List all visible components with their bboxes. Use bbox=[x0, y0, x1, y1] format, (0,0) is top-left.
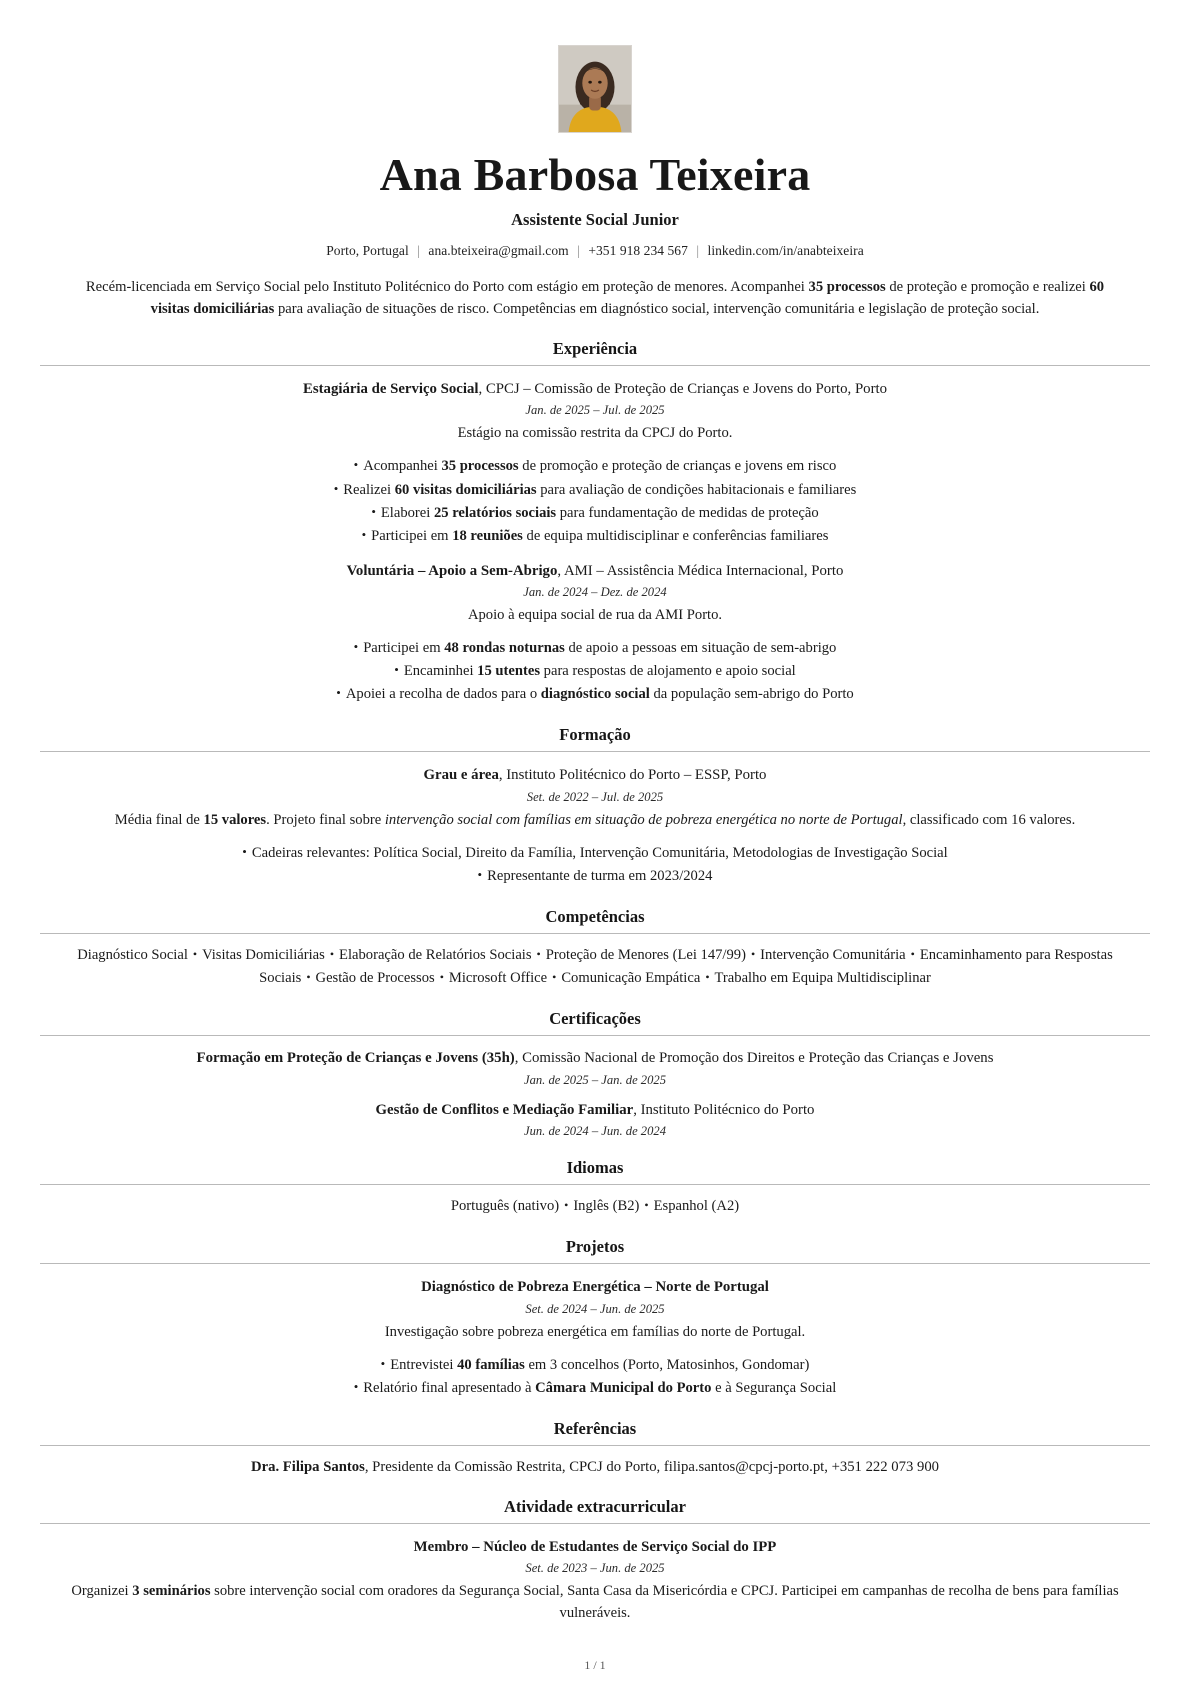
text-run: Participei em bbox=[363, 640, 445, 657]
bullet-item bbox=[40, 1354, 1150, 1377]
text-run: Cadeiras relevantes: Política Social, Direito da Família, Intervenção Comunitária, Metodologias de Investigação Social bbox=[251, 845, 948, 862]
entry-dates: Jun. de 2024 – Jun. de 2024 bbox=[524, 1124, 666, 1139]
entry-role: Voluntária – Apoio a Sem-Abrigo bbox=[346, 562, 558, 579]
languages-list bbox=[66, 1195, 1124, 1218]
contact-email[interactable]: ana.bteixeira@gmail.com bbox=[428, 242, 569, 258]
text-run: 15 utentes bbox=[477, 663, 541, 680]
section-divider bbox=[40, 1184, 1150, 1185]
entry-dates: Set. de 2024 – Jun. de 2025 bbox=[525, 1301, 665, 1316]
entry-org: , Instituto Politécnico do Porto bbox=[633, 1101, 815, 1118]
contact-separator: | bbox=[417, 242, 420, 258]
skill-item: Trabalho em Equipa Multidisciplinar bbox=[714, 970, 931, 987]
text-run: de proteção e promoção e realizei bbox=[885, 278, 1090, 295]
text-run: para avaliação de condições habitacionais e familiares bbox=[536, 481, 857, 498]
reference-details: , Presidente da Comissão Restrita, CPCJ do Porto, filipa.santos@cpcj-porto.pt, +351 222 073 900 bbox=[364, 1458, 940, 1475]
text-run: , classificado com 16 valores. bbox=[902, 811, 1076, 828]
text-run: 3 seminários bbox=[132, 1583, 211, 1600]
section-title-skills: Competências bbox=[545, 907, 645, 927]
entry-description bbox=[40, 810, 1150, 831]
skill-item: Comunicação Empática bbox=[561, 970, 701, 987]
text-run: Entrevistei bbox=[390, 1356, 458, 1373]
text-run: 35 processos bbox=[808, 278, 886, 295]
text-run: Acompanhei bbox=[363, 458, 442, 475]
text-run: Média final de bbox=[114, 811, 204, 828]
skill-item: Diagnóstico Social bbox=[77, 947, 188, 964]
job-title: Assistente Social Junior bbox=[511, 209, 679, 229]
education-entry bbox=[40, 765, 1150, 888]
text-run: de promoção e proteção de crianças e jovens em risco bbox=[518, 458, 837, 475]
section-extracurricular bbox=[40, 1497, 1150, 1624]
project-name: Diagnóstico de Pobreza Energética – Norte de Portugal bbox=[421, 1279, 769, 1296]
bullet-list-experience bbox=[40, 637, 1150, 706]
skills-list bbox=[66, 944, 1124, 990]
bullet-separator-icon: • bbox=[705, 969, 710, 984]
text-run: . Projeto final sobre bbox=[266, 811, 385, 828]
skill-item: Gestão de Processos bbox=[315, 970, 435, 987]
contact-separator: | bbox=[696, 242, 700, 258]
section-projects bbox=[40, 1237, 1150, 1400]
entry-role: Gestão de Conflitos e Mediação Familiar bbox=[375, 1101, 634, 1118]
section-references bbox=[40, 1419, 1150, 1478]
text-run: sobre intervenção social com oradores da Segurança Social, Santa Casa da Misericórdia e CPCJ. Participei em campanhas de recolha de bens para famílias vulneráveis. bbox=[210, 1583, 1119, 1621]
section-experience bbox=[40, 339, 1150, 707]
skill-item: Proteção de Menores (Lei 147/99) bbox=[545, 947, 746, 964]
text-run: para avaliação de situações de risco. Competências em diagnóstico social, intervenção comunitária e legislação de proteção social. bbox=[274, 300, 1040, 317]
bullet-item bbox=[40, 865, 1150, 888]
entry-description: Apoio à equipa social de rua da AMI Porto. bbox=[467, 607, 723, 624]
entry-title bbox=[40, 1100, 1150, 1121]
section-title-education: Formação bbox=[559, 725, 631, 745]
text-run: 48 rondas noturnas bbox=[444, 640, 565, 657]
entry-description: Estágio na comissão restrita da CPCJ do Porto. bbox=[457, 425, 733, 442]
extracurricular-entry bbox=[40, 1537, 1150, 1624]
bullet-separator-icon: • bbox=[564, 1197, 569, 1212]
section-title-certifications: Certificações bbox=[549, 1009, 641, 1029]
entry-dates: Jan. de 2025 – Jul. de 2025 bbox=[525, 403, 665, 418]
bullet-item bbox=[40, 660, 1150, 683]
skill-item: Encaminhamento para Respostas Sociais bbox=[259, 947, 1113, 987]
entry-org: , CPCJ – Comissão de Proteção de Crianças e Jovens do Porto, Porto bbox=[478, 380, 888, 397]
bullet-separator-icon: • bbox=[329, 946, 335, 961]
text-run: de equipa multidisciplinar e conferências familiares bbox=[522, 527, 829, 544]
bullet-separator-icon: • bbox=[306, 969, 311, 984]
entry-dates: Set. de 2022 – Jul. de 2025 bbox=[526, 789, 664, 804]
text-run: 18 reuniões bbox=[452, 527, 523, 544]
skill-item: Visitas Domiciliárias bbox=[202, 947, 325, 964]
text-run: Apoiei a recolha de dados para o bbox=[345, 686, 541, 703]
experience-entry bbox=[40, 561, 1150, 707]
bullet-separator-icon: • bbox=[910, 946, 915, 961]
entry-dates: Jan. de 2025 – Jan. de 2025 bbox=[524, 1072, 666, 1087]
activity-name: Membro – Núcleo de Estudantes de Serviço Social do IPP bbox=[413, 1538, 777, 1555]
entry-org: , Instituto Politécnico do Porto – ESSP, Porto bbox=[498, 767, 767, 784]
text-run: de apoio a pessoas em situação de sem-abrigo bbox=[564, 640, 837, 657]
text-run: Elaborei bbox=[380, 504, 434, 521]
text-run: Participei em bbox=[371, 527, 453, 544]
profile-photo bbox=[558, 45, 632, 133]
profile-photo-icon bbox=[559, 46, 631, 132]
section-divider bbox=[40, 933, 1150, 934]
section-skills bbox=[40, 907, 1150, 990]
bullet-separator-icon: • bbox=[552, 969, 557, 984]
professional-summary bbox=[66, 276, 1124, 320]
contact-linkedin[interactable]: linkedin.com/in/anabteixeira bbox=[707, 242, 864, 258]
text-run: 60 visitas domiciliárias bbox=[150, 278, 1105, 317]
section-title-projects: Projetos bbox=[565, 1237, 625, 1257]
text-run: Câmara Municipal do Porto bbox=[535, 1379, 712, 1396]
reference-entry bbox=[40, 1456, 1150, 1478]
text-run: intervenção social com famílias em situação de pobreza energética no norte de Portugal bbox=[384, 811, 903, 828]
bullet-item bbox=[40, 842, 1150, 865]
bullet-item bbox=[40, 683, 1150, 706]
section-title-references: Referências bbox=[553, 1418, 637, 1438]
resume-header bbox=[40, 40, 1150, 320]
section-divider bbox=[40, 1523, 1150, 1524]
section-divider bbox=[40, 365, 1150, 366]
experience-entry bbox=[40, 379, 1150, 548]
section-divider bbox=[40, 1263, 1150, 1264]
section-title-experience: Experiência bbox=[552, 338, 638, 358]
skill-item: Elaboração de Relatórios Sociais bbox=[339, 947, 532, 964]
bullet-list-experience bbox=[40, 455, 1150, 547]
contact-line bbox=[40, 243, 1150, 259]
text-run: em 3 concelhos (Porto, Matosinhos, Gondomar) bbox=[524, 1356, 810, 1373]
certification-entry bbox=[40, 1048, 1150, 1087]
language-item: Espanhol (A2) bbox=[653, 1198, 740, 1215]
section-divider bbox=[40, 751, 1150, 752]
bullet-list-projects bbox=[40, 1354, 1150, 1400]
bullet-item bbox=[40, 637, 1150, 660]
bullet-item bbox=[40, 455, 1150, 478]
bullet-separator-icon: • bbox=[192, 946, 198, 961]
bullet-separator-icon: • bbox=[750, 946, 756, 961]
text-run: 40 famílias bbox=[457, 1356, 525, 1373]
text-run: para respostas de alojamento e apoio social bbox=[540, 663, 796, 680]
text-run: 25 relatórios sociais bbox=[433, 504, 557, 521]
certification-entry bbox=[40, 1100, 1150, 1139]
text-run: Recém-licenciada em Serviço Social pelo Instituto Politécnico do Porto com estágio em proteção de menores. Acompanhei bbox=[85, 278, 809, 295]
entry-dates: Jan. de 2024 – Dez. de 2024 bbox=[523, 585, 667, 600]
project-entry bbox=[40, 1277, 1150, 1400]
bullet-item bbox=[40, 502, 1150, 525]
page-indicator: 1 / 1 bbox=[584, 1657, 606, 1672]
entry-title bbox=[40, 379, 1150, 400]
section-languages bbox=[40, 1158, 1150, 1218]
entry-dates: Set. de 2023 – Jun. de 2025 bbox=[525, 1561, 665, 1576]
contact-phone[interactable]: +351 918 234 567 bbox=[588, 242, 688, 258]
page-footer bbox=[40, 1624, 1150, 1673]
bullet-separator-icon: • bbox=[536, 946, 541, 961]
entry-role: Grau e área bbox=[423, 767, 499, 784]
language-item: Português (nativo) bbox=[450, 1198, 560, 1215]
entry-role: Formação em Proteção de Crianças e Jovens (35h) bbox=[196, 1050, 515, 1067]
page-title: Ana Barbosa Teixeira bbox=[379, 149, 811, 200]
text-run: e à Segurança Social bbox=[711, 1379, 837, 1396]
text-run: diagnóstico social bbox=[540, 686, 650, 703]
resume-sections bbox=[40, 320, 1150, 1624]
entry-title bbox=[40, 561, 1150, 582]
section-title-extracurricular: Atividade extracurricular bbox=[504, 1496, 686, 1516]
section-education bbox=[40, 725, 1150, 888]
bullet-separator-icon: • bbox=[439, 969, 444, 984]
skill-item: Microsoft Office bbox=[448, 970, 548, 987]
section-certifications bbox=[40, 1009, 1150, 1139]
text-run: Organizei bbox=[71, 1583, 133, 1600]
bullet-item bbox=[40, 1377, 1150, 1400]
skill-item: Intervenção Comunitária bbox=[760, 947, 906, 964]
entry-title bbox=[40, 1048, 1150, 1069]
bullet-list-education bbox=[40, 842, 1150, 888]
section-divider bbox=[40, 1445, 1150, 1446]
entry-description: Investigação sobre pobreza energética em famílias do norte de Portugal. bbox=[384, 1323, 806, 1340]
entry-org: , AMI – Assistência Médica Internacional, Porto bbox=[557, 562, 844, 579]
entry-title bbox=[40, 1277, 1150, 1298]
bullet-item bbox=[40, 479, 1150, 502]
bullet-item bbox=[40, 525, 1150, 548]
text-run: da população sem-abrigo do Porto bbox=[649, 686, 854, 703]
section-divider bbox=[40, 1035, 1150, 1036]
entry-title bbox=[40, 1537, 1150, 1558]
entry-role: Estagiária de Serviço Social bbox=[302, 380, 479, 397]
text-run: 60 visitas domiciliárias bbox=[394, 481, 537, 498]
entry-title bbox=[40, 765, 1150, 786]
entry-description bbox=[40, 1581, 1150, 1623]
language-item: Inglês (B2) bbox=[573, 1198, 640, 1215]
bullet-separator-icon: • bbox=[644, 1197, 649, 1212]
text-run: Representante de turma em 2023/2024 bbox=[487, 868, 713, 885]
text-run: 35 processos bbox=[441, 458, 519, 475]
section-title-languages: Idiomas bbox=[566, 1158, 624, 1178]
text-run: Relatório final apresentado à bbox=[363, 1379, 536, 1396]
text-run: Realizei bbox=[343, 481, 395, 498]
text-run: Encaminhei bbox=[403, 663, 478, 680]
text-run: para fundamentação de medidas de proteção bbox=[556, 504, 819, 521]
contact-separator: | bbox=[577, 242, 580, 258]
text-run: 15 valores bbox=[203, 811, 267, 828]
entry-org: , Comissão Nacional de Promoção dos Direitos e Proteção das Crianças e Jovens bbox=[514, 1050, 994, 1067]
contact-location: Porto, Portugal bbox=[326, 242, 409, 258]
reference-name: Dra. Filipa Santos bbox=[250, 1458, 365, 1475]
